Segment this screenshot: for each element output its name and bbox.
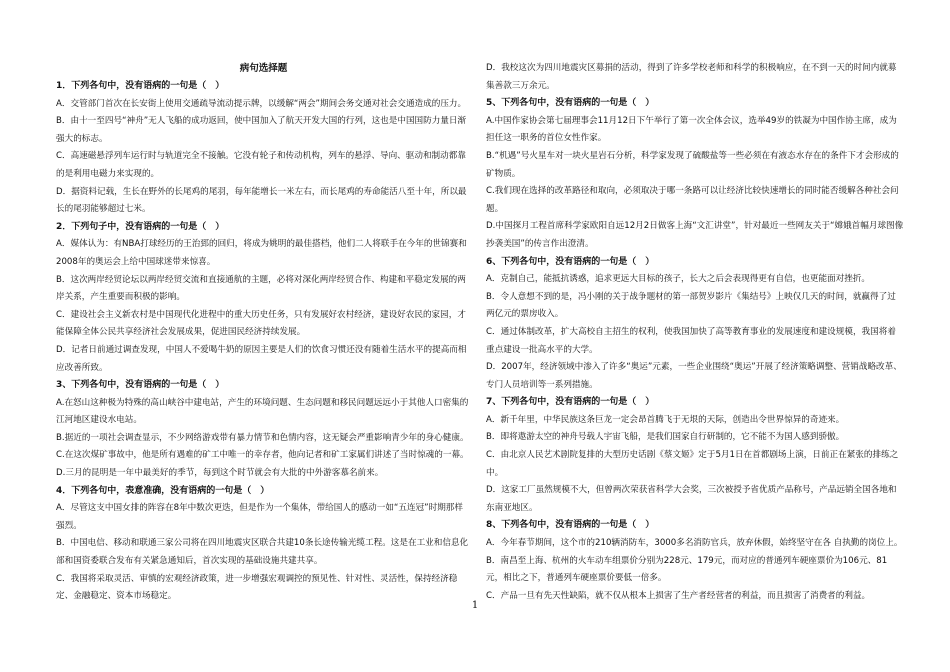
question-4: [56, 483, 471, 606]
option-c: C．高速磁悬浮列车运行时与轨道完全不接触。它没有轮子和传动机构，列车的悬浮、导向、驱动和制动都靠的是利用电磁力来实现的。: [56, 151, 466, 179]
question-heading: 8、下列各句中，没有语病的一句是（ ）: [486, 520, 655, 531]
option-c: C．通过体制改革，扩大高校自主招生的权利，使我国加快了高等教育事业的发展速度和建设规模，我国将着重点建设一批高水平的大学。: [486, 326, 896, 355]
question-heading: 2．下列句子中，没有语病的一句是（ ）: [56, 221, 225, 232]
option-a: A.在怒山这种极为特殊的高山峡谷中建电站，产生的环境问题、生态问题和移民问题远远小于其他人口密集的江河地区建设水电站。: [56, 397, 469, 426]
option-d: D．据资料记载，生长在野外的长尾鸡的尾羽，每年能增长一米左右，而长尾鸡的寿命能活八至十年，所以最长的尾羽能够超过七米。: [56, 186, 467, 215]
left-column: [56, 60, 471, 606]
option-b: B．即将遨游太空的神舟号载人宇宙飞船，是我们国家自行研制的，它不能不为国人感到骄傲。: [486, 432, 845, 443]
option-a: A．尽管这支中国女排的阵容在8年中数次更迭，但是作为一个集体，带给国人的感动一如“五连冠”时期那样强烈。: [56, 503, 463, 531]
option-a: A．交管部门首次在长安街上使用交通疏导流动提示牌，以缓解“两会”期间会务交通对社会交通造成的压力。: [56, 98, 467, 109]
option-a: A.中国作家协会第七届理事会11月12日下午举行了第一次全体会议，选举49岁的铁凝为中国作协主席，成为担任这一职务的首位女性作家。: [486, 115, 897, 144]
option-d: D．2007年，经济领域中渗入了许多“奥运”元素，一些企业围绕“奥运”开展了经济策略调整、营销战略改革、专门人员培训等一系列措施。: [486, 362, 902, 390]
option-a: A．媒体认为：有NBA打球经历的王治郅的回归，将成为姚明的最佳搭档，他们二人将联手在今年的世锦赛和2008年的奥运会上给中国球迷带来惊喜。: [56, 239, 467, 267]
option-a: A．克制自己，能抵抗诱惑，追求更远大目标的孩子，长大之后会表现得更有自信，也更能面对挫折。: [486, 274, 871, 285]
option-b: B．令人意想不到的是，冯小刚的关于战争题材的第一部贺岁影片《集结号》上映仅几天的时间，就赢得了过两亿元的票房收入。: [486, 291, 896, 320]
question-6: [486, 254, 904, 395]
option-c: C．我国将采取灵活、审慎的宏观经济政策，进一步增强宏观调控的预见性、针对性、灵活性，保持经济稳定、金融稳定、资本市场稳定。: [56, 573, 458, 602]
option-c: C.我们现在选择的改革路径和取向，必须取决于哪一条路可以让经济比较快速增长的同时能否缓解各种社会问题。: [486, 186, 899, 214]
option-d: D．我校这次为四川地震灾区募捐的活动，得到了许多学校老师和科学的积极响应，在不到一天的时间内就募集善款三万余元。: [486, 63, 897, 91]
question-heading: 1．下列各句中，没有语病的一句是（ ）: [56, 81, 225, 91]
question-8: [486, 517, 904, 605]
option-c: C．产品一旦有先天性缺陷，就不仅从根本上损害了生产者经营者的利益，而且损害了消费者的利益。: [486, 590, 871, 601]
option-a: A．今年春节期间，这个市的210辆消防车，3000多名消防官兵，放弃休假，始终坚守在各 自执勤的岗位上。: [486, 538, 903, 549]
question-7: [486, 394, 904, 517]
option-b: B．这次两岸经贸论坛以两岸经贸交流和直接通航的主题，必将对深化两岸经贸合作、构建和平稳定发展的两岸关系，产生重要而积极的影响。: [56, 274, 466, 303]
question-heading: 4．下列各句中，表意准确，没有语病的一句是（ ）: [56, 485, 270, 496]
question-2: [56, 219, 471, 377]
option-b: B.据近的一项社会调查显示，不少网络游戏带有暴力情节和色情内容，这无疑会严重影响青少年的身心健康。: [56, 432, 469, 443]
question-heading: 7、下列各句中，没有语病的一句是（ ）: [486, 397, 655, 408]
question-heading: 6、下列各句中，没有语病的一句是（ ）: [486, 256, 655, 267]
option-c: C.在这次煤矿事故中，他是所有遇难的矿工中唯一的幸存者，他向记者和矿工家属们讲述了当时惊魂的一幕。: [56, 450, 469, 461]
question-5: [486, 95, 904, 253]
option-b: B．由十一至四号“神舟”无人飞船的成功返回，使中国加入了航天开发大国的行列，这也是中国国防力量日渐强大的标志。: [56, 116, 467, 144]
option-d: D.中国探月工程首席科学家欧阳自远12月2日做客上海“文汇讲堂”，针对最近一些网友关于“嫦娥首幅月球图像抄袭美国”的传言作出澄清。: [486, 221, 904, 249]
right-column: [486, 60, 904, 605]
question-3: [56, 377, 471, 483]
option-b: B．南昌至上海、杭州的火车动车组票价分别为228元、179元，而对应的普通列车硬座票价为106元、81元，相比之下，普通列车硬座票价要低一倍多。: [486, 555, 888, 584]
question-1: [56, 78, 471, 219]
page-number: 1: [471, 600, 479, 611]
question-heading: 3、下列各句中，没有语病的一句是（ ）: [56, 380, 225, 391]
option-d: D.三月的昆明是一年中最美好的季节，每到这个时节就会有大批的中外游客慕名前来。: [56, 468, 384, 479]
option-c: C．由北京人民艺术剧院复排的大型历史话剧《蔡文姬》定于5月1日在首都剧场上演，日前正在紧张的排练之中。: [486, 450, 899, 478]
page-title: 病句选择题: [239, 63, 288, 74]
option-b: B.“机遇”号火星车对一块火星岩石分析，科学家发现了硫酸盐等一些必须在有液态水存在的条件下才会形成的矿物质。: [486, 150, 899, 179]
option-b: B．中国电信、移动和联通三家公司将在四川地震灾区联合共建10条长途传输光缆工程。这是在工业和信息化部和国资委联合发布有关紧急通知后，首次实现的基础设施共建共享。: [56, 538, 469, 567]
option-d: D．这家工厂虽然规模不大，但曾两次荣获省科学大会奖，三次被授予省优质产品称号，产品远销全国各地和东南亚地区。: [486, 485, 897, 513]
option-d: D．记者日前通过调查发现，中国人不爱喝牛奶的原因主要是人们的饮食习惯还没有随着生活水平的提高而相应改善所致。: [56, 344, 467, 373]
question-heading: 5、下列各句中，没有语病的一句是（ ）: [486, 98, 655, 109]
option-a: A．新千年里，中华民族这条巨龙一定会昂首腾飞于无垠的天际，创造出令世界惊异的奇迹来。: [486, 414, 845, 425]
option-c: C．建设社会主义新农村是中国现代化进程中的重大历史任务，只有发展好农村经济，建设好农民的家园，才能保障全体公民共享经济社会发展成果，促进国民经济持续发展。: [56, 309, 466, 338]
